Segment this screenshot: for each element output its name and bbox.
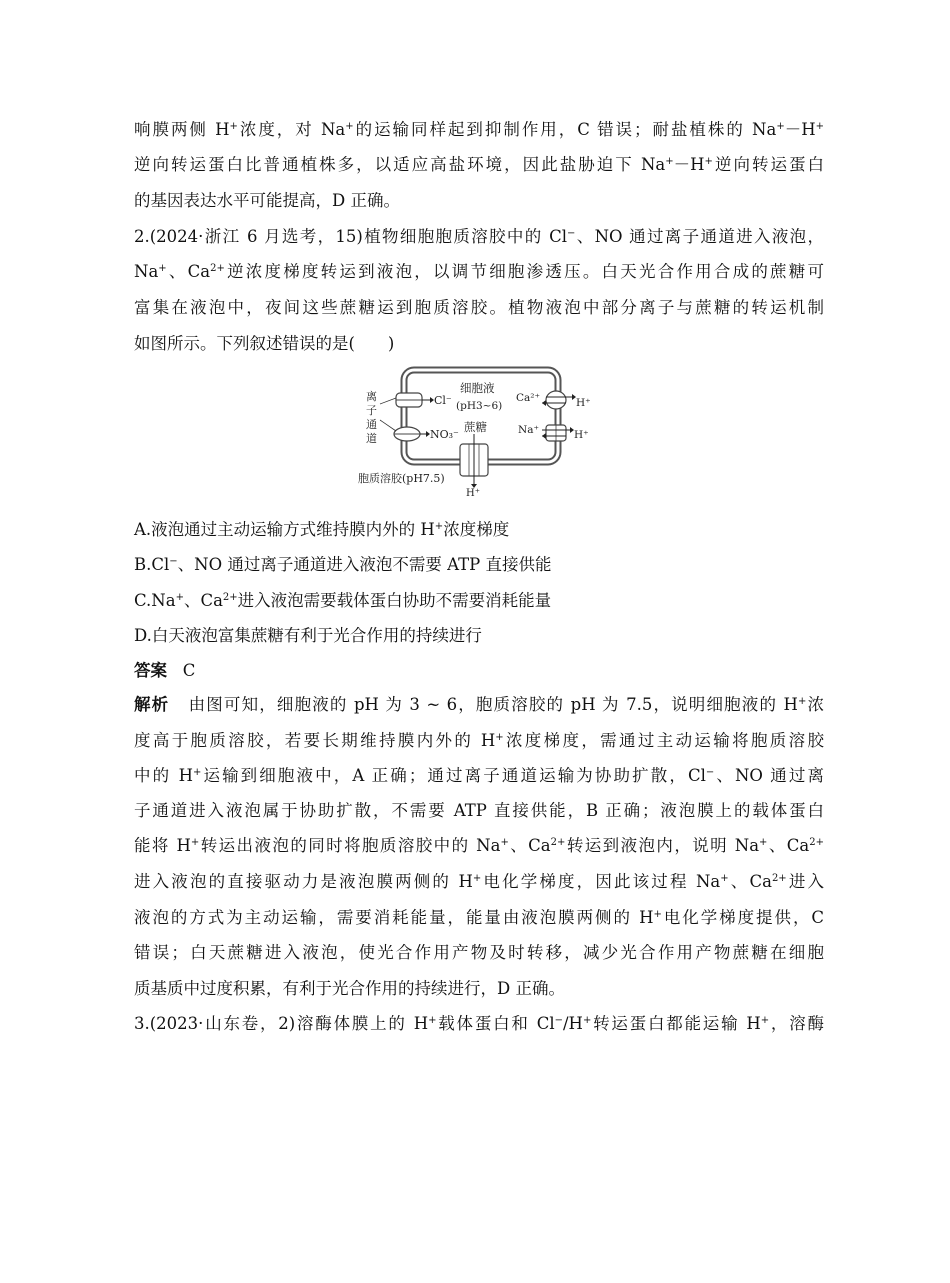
vacuole-label: 细胞液: [460, 381, 495, 395]
question-2-line: 富集在液泡中，夜间这些蔗糖运到胞质溶胶。植物液泡中部分离子与蔗糖的转运机制: [134, 298, 824, 317]
analysis-line: 解析 由图可知，细胞液的 pH 为 3 ~ 6，胞质溶胶的 pH 为 7.5，说明细胞液的 H+浓: [134, 695, 824, 714]
question-3-line: 3.(2023·山东卷，2)溶酶体膜上的 H+载体蛋白和 Cl−/H+转运蛋白都能运输 H+，溶酶: [134, 1014, 824, 1033]
vacuole-ph-label: (pH3~6): [456, 400, 503, 412]
ion-channel-label-3: 通: [366, 418, 377, 431]
no3-channel-icon: [394, 427, 430, 441]
question-2-line: 如图所示。下列叙述错误的是( ): [134, 334, 395, 353]
analysis-line: 进入液泡的直接驱动力是液泡膜两侧的 H+电化学梯度，因此该过程 Na+、$Ca^{2+}$进入: [134, 872, 824, 891]
cl-label: Cl⁻: [434, 394, 452, 407]
analysis-line: 能将 H+转运出液泡的同时将胞质溶胶中的 Na+、$Ca^{2+}$转运到液泡内，说明 Na+、$Ca^{2+}$: [134, 836, 824, 855]
analysis-line: 度高于胞质溶胶，若要长期维持膜内外的 H+浓度梯度，需通过主动运输将胞质溶胶: [134, 731, 824, 750]
text-line: 的基因表达水平可能提高，D 正确。: [134, 191, 400, 210]
ion-channel-label-1: 离: [366, 390, 377, 403]
option-c: C.Na+、$Ca^{2+}$进入液泡需要载体蛋白协助不需要消耗能量: [134, 591, 552, 610]
option-b: B.Cl−、NO 通过离子通道进入液泡不需要 ATP 直接供能: [134, 555, 552, 574]
analysis-line: 中的 H+运输到细胞液中，A 正确；通过离子通道运输为协助扩散，Cl−、NO 通过离: [134, 766, 825, 785]
cl-channel-icon: [396, 393, 434, 407]
h-label-ca: H⁺: [576, 397, 591, 409]
analysis-line: 错误；白天蔗糖进入液泡，使光合作用产物及时转移，减少光合作用产物蔗糖在细胞: [134, 943, 824, 962]
no3-label: NO₃⁻: [430, 428, 459, 441]
option-a: A.液泡通过主动运输方式维持膜内外的 H+浓度梯度: [134, 520, 510, 539]
question-2-line: 2.(2024·浙江 6 月选考，15)植物细胞胞质溶胶中的 Cl−、NO 通过离子通道进入液泡，: [134, 227, 824, 246]
text-line: 响膜两侧 H+浓度，对 Na+的运输同样起到抑制作用，C 错误；耐盐植株的 Na+－H+: [134, 120, 824, 139]
ion-channel-label-4: 道: [366, 432, 377, 445]
ion-channel-label-2: 子: [366, 404, 377, 417]
ca-h-antiporter-icon: [542, 391, 576, 409]
question-2-line: Na+、$Ca^{2+}$逆浓度梯度转运到液泡，以调节细胞渗透压。白天光合作用合成的蔗糖可: [134, 262, 825, 281]
na-label: Na⁺: [518, 424, 539, 436]
vacuole-transport-diagram: [356, 364, 596, 500]
analysis-line: 液泡的方式为主动运输，需要消耗能量，能量由液泡膜两侧的 H+电化学梯度提供，C: [134, 908, 825, 927]
na-h-antiporter-icon: [542, 425, 574, 441]
text-line: 逆向转运蛋白比普通植株多，以适应高盐环境，因此盐胁迫下 Na+－H+逆向转运蛋白: [134, 155, 824, 174]
h-bottom-label: H⁺: [466, 488, 480, 499]
answer-label: 答案: [134, 661, 167, 680]
analysis-line: 质基质中过度积累，有利于光合作用的持续进行，D 正确。: [134, 979, 565, 998]
option-d: D.白天液泡富集蔗糖有利于光合作用的持续进行: [134, 626, 482, 645]
analysis-line: 子通道进入液泡属于协助扩散，不需要 ATP 直接供能，B 正确；液泡膜上的载体蛋白: [134, 801, 824, 820]
sucrose-transporter-icon: [460, 434, 488, 488]
ca-label: Ca²⁺: [516, 392, 541, 404]
cytosol-label: 胞质溶胶(pH7.5): [358, 472, 445, 485]
h-label-na: H⁺: [574, 429, 589, 441]
analysis-label: 解析: [134, 695, 170, 714]
answer-value: C: [182, 661, 196, 680]
sucrose-label: 蔗糖: [464, 420, 487, 434]
answer-line: [134, 659, 824, 683]
